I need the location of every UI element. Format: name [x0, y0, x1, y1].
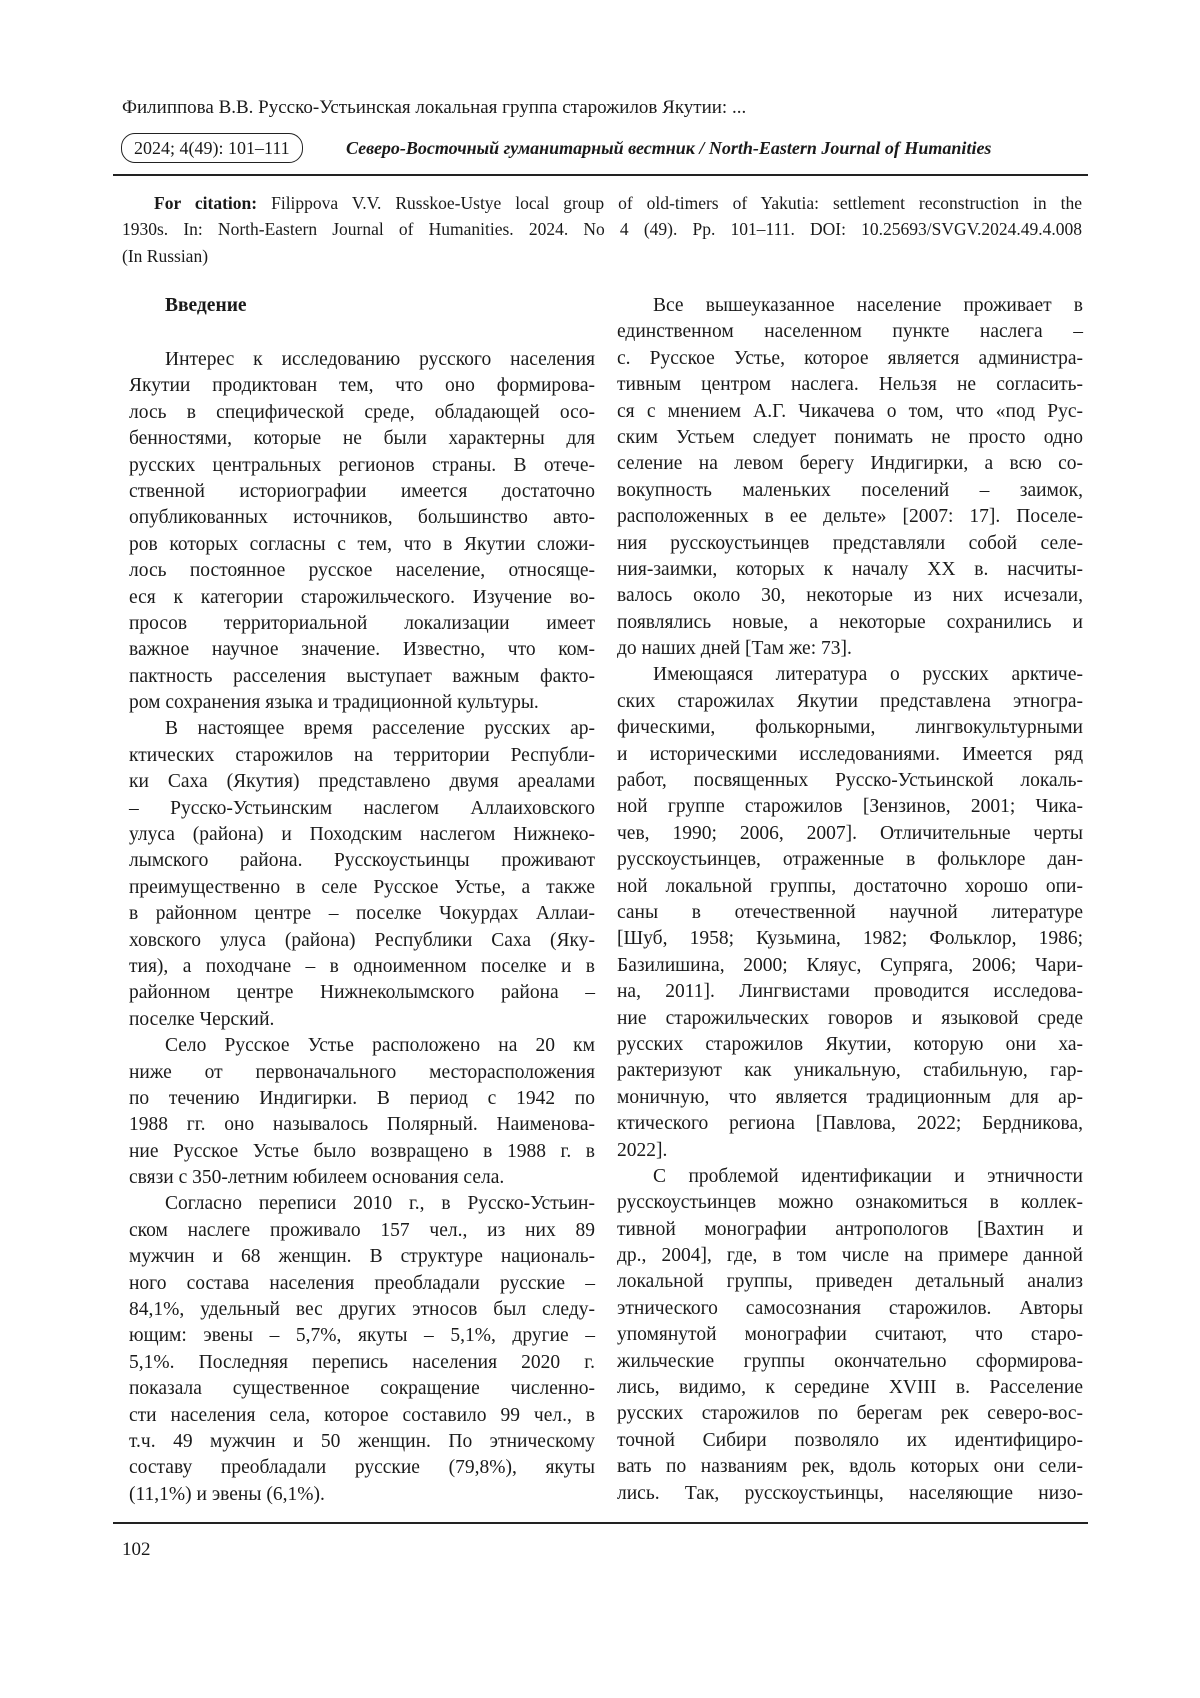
text-line: ховского улуса (района) Республики Саха (Яку- [129, 929, 595, 951]
section-heading: Введение [165, 295, 247, 316]
text-line: появлялись новые, а некоторые сохранились и [617, 611, 1083, 633]
text-line: русских старожилов Якутии, которую они ха- [617, 1033, 1083, 1055]
text-line: ния русскоустьинцев представляли собой селе- [617, 532, 1083, 554]
citation-label: For citation: [154, 193, 258, 213]
citation-line: 1930s. In: North-Eastern Journal of Humanities. 2024. No 4 (49). Pp. 101–111. DOI: 10.25693/SVGV.2024.49.4.008 [122, 219, 1082, 240]
text-line: Согласно переписи 2010 г., в Русско-Устьин- [165, 1193, 595, 1215]
text-line: бенностями, которые не были характерны для [129, 428, 595, 450]
text-line: связи с 350-летним юбилеем основания села. [129, 1167, 505, 1189]
text-line: (11,1%) и эвены (6,1%). [129, 1483, 325, 1505]
text-line: просов территориальной локализации имеет [129, 612, 595, 634]
text-line: ктического региона [Павлова, 2022; Бердникова, [617, 1113, 1083, 1135]
page-number: 102 [122, 1539, 151, 1560]
text-line: лось постоянное русское население, относяще- [129, 560, 595, 582]
text-line: ром сохранения языка и традиционной культуры. [129, 692, 539, 714]
text-line: локальной группы, приведен детальный анализ [617, 1271, 1083, 1293]
text-line: – Русско-Устьинским наслегом Аллаиховского [129, 797, 595, 819]
text-line: русских центральных регионов страны. В отече- [129, 454, 595, 476]
text-line: рактеризуют как уникальную, стабильную, гар- [617, 1060, 1083, 1082]
text-line: мужчин и 68 женщин. В структуре националь- [129, 1246, 595, 1268]
paragraph [129, 1191, 595, 1508]
text-line: В настоящее время расселение русских ар- [165, 718, 595, 740]
text-line: Базилишина, 2000; Кляус, Супряга, 2006; Чари- [617, 954, 1083, 976]
text-line: [Шуб, 1958; Кузьмина, 1982; Фольклор, 1986; [617, 928, 1083, 950]
text-line: работ, посвященных Русско-Устьинской локаль- [617, 770, 1083, 792]
text-line: моничную, что является традиционным для ар- [617, 1086, 1083, 1108]
text-line: валось около 30, некоторые из них исчезали, [617, 585, 1083, 607]
text-line: ной локальной группы, достаточно хорошо опи- [617, 875, 1083, 897]
text-line: 1988 гг. оно называлось Полярный. Наименова- [129, 1114, 595, 1136]
text-line: русских старожилов по берегам рек северо-вос- [617, 1403, 1083, 1425]
text-line: важное научное значение. Известно, что ком- [129, 639, 595, 661]
citation-block [122, 190, 1082, 269]
text-line: единственном населенном пункте наслега – [617, 321, 1083, 343]
text-line: ние Русское Устье было возвращено в 1988 г. в [129, 1140, 595, 1162]
text-line: преимущественно в селе Русское Устье, а также [129, 876, 595, 898]
text-line: ском наслеге проживало 157 чел., из них 89 [129, 1219, 595, 1241]
text-line: пактность расселения выступает важным факто- [129, 665, 595, 687]
text-line: этнического самосознания старожилов. Авторы [617, 1297, 1083, 1319]
text-line: Село Русское Устье расположено на 20 км [165, 1035, 595, 1057]
text-line: русскоустьинцев, отраженные в фольклоре дан- [617, 849, 1083, 871]
text-line: Интерес к исследованию русского населения [165, 348, 595, 370]
text-line: Имеющаяся литература о русских арктиче- [653, 664, 1083, 686]
text-line: ственной историографии имеется достаточно [129, 480, 595, 502]
running-title: Филиппова В.В. Русско-Устьинская локальная группа старожилов Якутии: ... [122, 97, 747, 118]
text-line: ским Устьем следует понимать не просто одно [617, 426, 1083, 448]
text-line: улуса (района) и Походским наслегом Нижнеко- [129, 824, 595, 846]
text-line: др., 2004], где, в том числе на примере данной [617, 1245, 1083, 1267]
paragraph [129, 716, 595, 1033]
text-line: 5,1%. Последняя перепись населения 2020 г. [129, 1351, 595, 1373]
text-line: 84,1%, удельный вес других этносов был следу- [129, 1299, 595, 1321]
text-line: чев, 1990; 2006, 2007]. Отличительные черты [617, 822, 1083, 844]
text-line: селение на левом берегу Индигирки, а всю со- [617, 453, 1083, 475]
text-line: вать по названиям рек, вдоль которых они сели- [617, 1456, 1083, 1478]
text-line: ров которых согласны с тем, что в Якутии сложи- [129, 533, 595, 555]
journal-title: Северо-Восточный гуманитарный вестник / North-Eastern Journal of Humanities [346, 138, 992, 158]
right-column [617, 293, 1083, 1507]
text-line: по течению Индигирки. В период с 1942 по [129, 1087, 595, 1109]
header-rule [113, 174, 1088, 176]
text-line: в районном центре – поселке Чокурдах Аллаи- [129, 903, 595, 925]
text-line: ния-заимки, которых к началу XX в. насчиты- [617, 558, 1083, 580]
text-line: ного состава населения преобладали русские – [129, 1272, 595, 1294]
text-line: опубликованных источников, большинство авто- [129, 507, 595, 529]
text-line: тивным центром наслега. Нельзя не согласить- [617, 374, 1083, 396]
text-line: еся к категории старожильческого. Изучение во- [129, 586, 595, 608]
citation-line [122, 190, 1082, 216]
left-column [129, 293, 595, 1508]
text-line: жильческие группы окончательно сформирова- [617, 1350, 1083, 1372]
text-line: сти населения села, которое составило 99 чел., в [129, 1404, 595, 1426]
issue-badge: 2024; 4(49): 101–111 [121, 133, 303, 163]
text-line: саны в отечественной научной литературе [617, 901, 1083, 923]
text-line: составу преобладали русские (79,8%), якуты [129, 1457, 595, 1479]
paragraph [129, 1033, 595, 1191]
paragraph [617, 293, 1083, 662]
footer-rule [113, 1522, 1088, 1524]
citation-line: (In Russian) [122, 245, 209, 266]
text-line: упомянутой монографии считают, что старо- [617, 1324, 1083, 1346]
text-line: лись, видимо, к середине XVIII в. Расселение [617, 1377, 1083, 1399]
text-line: тия), а походчане – в одноименном поселке и в [129, 955, 595, 977]
text-line: ние старожильческих говоров и языковой среде [617, 1007, 1083, 1029]
text-line: ся с мнением А.Г. Чикачева о том, что «под Рус- [617, 400, 1083, 422]
text-line: С проблемой идентификации и этничности [653, 1165, 1083, 1187]
text-line: русскоустьинцев можно ознакомиться в коллек- [617, 1192, 1083, 1214]
text-line: ниже от первоначального месторасположения [129, 1061, 595, 1083]
text-line: лись. Так, русскоустьинцы, населяющие низо- [617, 1482, 1083, 1504]
text-line: до наших дней [Там же: 73]. [617, 638, 852, 660]
text-line: лось в специфической среде, обладающей осо- [129, 401, 595, 423]
text-line: Якутии продиктован тем, что оно формирова- [129, 375, 595, 397]
text-line: точной Сибири позволяло их идентифициро- [617, 1429, 1083, 1451]
citation-text: Filippova V.V. Russkoe-Ustye local group of old-timers of Yakutia: settlement reconstruction in the [271, 193, 1082, 213]
text-line: вокупность маленьких поселений – заимок, [617, 479, 1083, 501]
text-line: ной группе старожилов [Зензинов, 2001; Чика- [617, 796, 1083, 818]
text-line: районном центре Нижнеколымского района – [129, 982, 595, 1004]
text-line: ющим: эвены – 5,7%, якуты – 5,1%, другие – [129, 1325, 595, 1347]
text-line: на, 2011]. Лингвистами проводится исследова- [617, 981, 1083, 1003]
paragraph [129, 347, 595, 716]
paragraph [617, 1164, 1083, 1507]
text-line: лымского района. Русскоустьинцы проживают [129, 850, 595, 872]
text-line: Все вышеуказанное население проживает в [653, 295, 1083, 316]
text-line: фическими, фолькорными, лингвокультурными [617, 717, 1083, 739]
text-line: и историческими исследованиями. Имеется ряд [617, 743, 1083, 765]
text-line: поселке Черский. [129, 1008, 275, 1030]
text-line: расположенных в ее дельте» [2007: 17]. Поселе- [617, 506, 1083, 528]
paragraph [617, 662, 1083, 1163]
text-line: с. Русское Устье, которое является администра- [617, 347, 1083, 369]
text-line: 2022]. [617, 1139, 668, 1161]
text-line: показала существенное сокращение численно- [129, 1378, 595, 1400]
text-line: ки Саха (Якутия) представлено двумя ареалами [129, 771, 595, 793]
heading-gap [129, 319, 595, 347]
text-line: тивной монографии антропологов [Вахтин и [617, 1218, 1083, 1240]
text-line: ских старожилах Якутии представлена этногра- [617, 690, 1083, 712]
text-line: т.ч. 49 мужчин и 50 женщин. По этническому [129, 1431, 595, 1452]
text-line: ктических старожилов на территории Республи- [129, 744, 595, 766]
